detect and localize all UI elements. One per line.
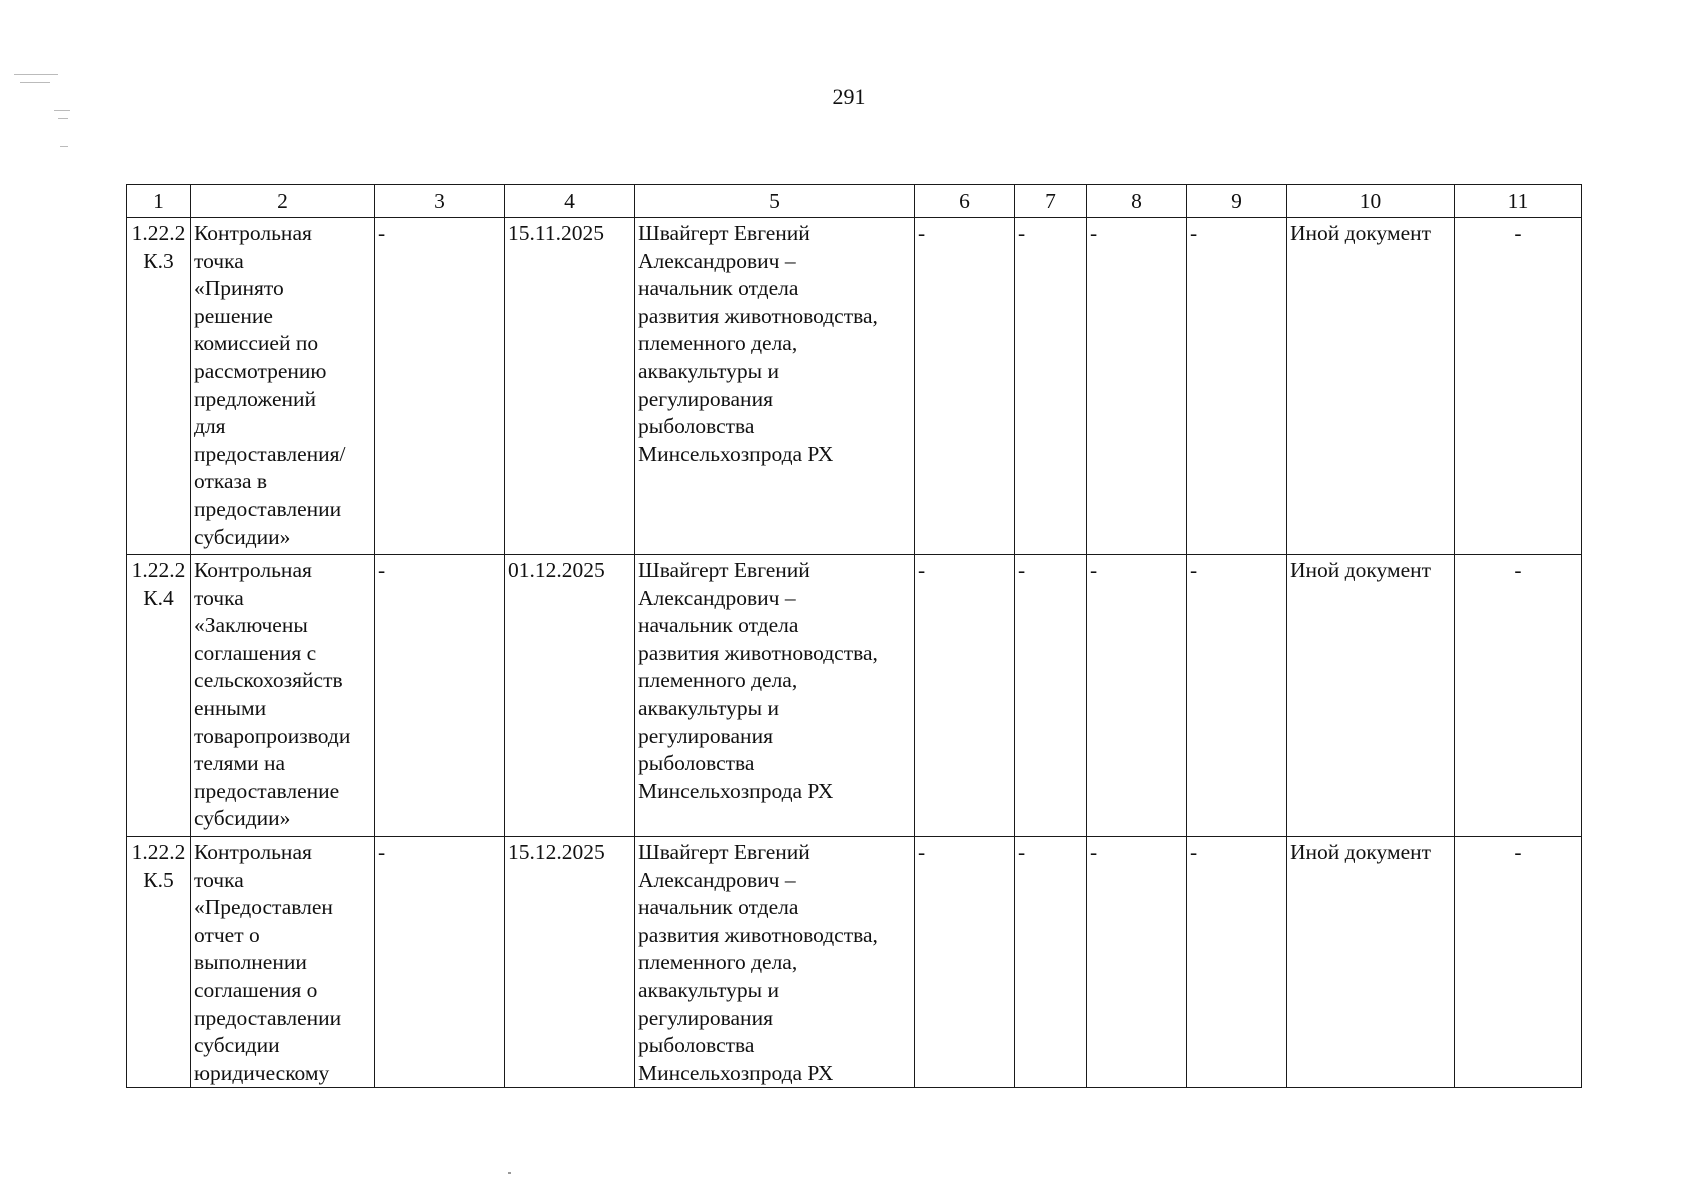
column-header: 6 xyxy=(915,185,1015,218)
column-header: 1 xyxy=(127,185,191,218)
document-type: Иной документ xyxy=(1287,218,1455,555)
cell-col6: - xyxy=(915,218,1015,555)
cell-col6: - xyxy=(915,837,1015,1088)
cell-col7: - xyxy=(1015,218,1087,555)
column-header: 4 xyxy=(505,185,635,218)
cell-col7: - xyxy=(1015,837,1087,1088)
column-header: 3 xyxy=(375,185,505,218)
column-header: 11 xyxy=(1455,185,1582,218)
scan-speck xyxy=(508,1172,511,1174)
column-header: 9 xyxy=(1187,185,1287,218)
table-body xyxy=(127,185,1582,1088)
cell-col6: - xyxy=(915,555,1015,837)
document-type: Иной документ xyxy=(1287,555,1455,837)
row-number: 1.22.2 К.4 xyxy=(127,555,191,837)
column-header: 8 xyxy=(1087,185,1187,218)
cell-col8: - xyxy=(1087,555,1187,837)
column-header: 2 xyxy=(191,185,375,218)
responsible-person: Швайгерт Евгений Александрович – начальник отдела развития животноводства, племенного дела, аквакультуры и регулирования рыболовства Минсельхозпрода РХ xyxy=(635,218,915,555)
cell-col8: - xyxy=(1087,837,1187,1088)
column-header: 7 xyxy=(1015,185,1087,218)
cell-col3: - xyxy=(375,555,505,837)
cell-col9: - xyxy=(1187,837,1287,1088)
cell-col11: - xyxy=(1455,837,1582,1088)
header-row xyxy=(127,185,1582,218)
responsible-person: Швайгерт Евгений Александрович – начальник отдела развития животноводства, племенного дела, аквакультуры и регулирования рыболовства Минсельхозпрода РХ xyxy=(635,837,915,1088)
cell-col8: - xyxy=(1087,218,1187,555)
cell-col9: - xyxy=(1187,555,1287,837)
row-number: 1.22.2 К.5 xyxy=(127,837,191,1088)
cell-col3: - xyxy=(375,218,505,555)
control-point-name: Контрольная точка «Заключены соглашения с сельскохозяйств енными товаропроизводи телями на предоставление субсидии» xyxy=(191,555,375,837)
column-header: 10 xyxy=(1287,185,1455,218)
table-row xyxy=(127,837,1582,1088)
responsible-person: Швайгерт Евгений Александрович – начальник отдела развития животноводства, племенного дела, аквакультуры и регулирования рыболовства Минсельхозпрода РХ xyxy=(635,555,915,837)
schedule-table xyxy=(126,184,1582,1088)
control-point-name: Контрольная точка «Принято решение комиссией по рассмотрению предложений для предоставления/ отказа в предоставлении субсидии» xyxy=(191,218,375,555)
cell-col11: - xyxy=(1455,555,1582,837)
document-type: Иной документ xyxy=(1287,837,1455,1088)
cell-col9: - xyxy=(1187,218,1287,555)
row-number: 1.22.2 К.3 xyxy=(127,218,191,555)
due-date: 15.11.2025 xyxy=(505,218,635,555)
due-date: 15.12.2025 xyxy=(505,837,635,1088)
table-row xyxy=(127,555,1582,837)
cell-col7: - xyxy=(1015,555,1087,837)
due-date: 01.12.2025 xyxy=(505,555,635,837)
page-number: 291 xyxy=(832,84,866,109)
column-header: 5 xyxy=(635,185,915,218)
table-row xyxy=(127,218,1582,555)
cell-col11: - xyxy=(1455,218,1582,555)
cell-col3: - xyxy=(375,837,505,1088)
control-point-name: Контрольная точка «Предоставлен отчет о выполнении соглашения о предоставлении субсидии юридическому xyxy=(191,837,375,1088)
